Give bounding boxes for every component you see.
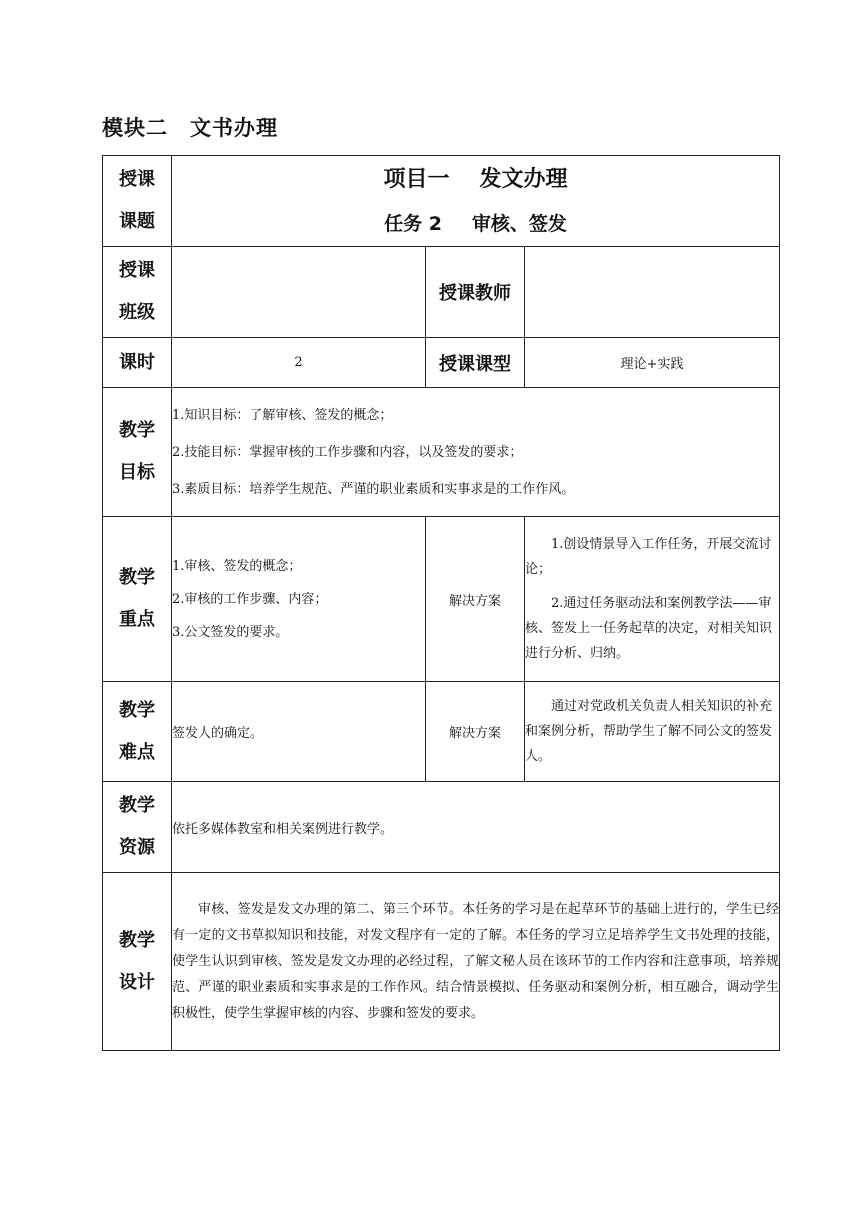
objectives-list	[172, 388, 780, 517]
topic-title	[172, 156, 780, 247]
key-points-solutions	[525, 517, 780, 682]
class-row	[103, 247, 780, 338]
difficulties-text: 签发人的确定。	[172, 682, 426, 782]
key-points-row	[103, 517, 780, 682]
objective-item: 3.素质目标：培养学生规范、严谨的职业素质和实事求是的工作作风。	[172, 481, 575, 497]
topic-row	[103, 156, 780, 247]
project-title: 项目一 发文办理	[383, 167, 568, 192]
course-type-label: 授课课型	[426, 338, 525, 388]
module-number: 模块二	[102, 116, 168, 140]
difficulties-label: 教学 难点	[103, 682, 172, 782]
resources-label: 教学 资源	[103, 782, 172, 873]
resources-row	[103, 782, 780, 873]
design-row	[103, 873, 780, 1051]
key-points-list	[172, 517, 426, 682]
key-points-solution-label: 解决方案	[426, 517, 525, 682]
difficulties-row	[103, 682, 780, 782]
topic-label: 授课 课题	[103, 156, 172, 247]
task-title: 任务 2 审核、签发	[384, 213, 567, 235]
module-name: 文书办理	[190, 116, 278, 140]
objective-item: 1.知识目标：了解审核、签发的概念；	[172, 407, 393, 423]
solution-item: 2.通过任务驱动法和案例教学法——审核、签发上一任务起草的决定，对相关知识进行分析、归纳。	[525, 596, 773, 661]
hours-row	[103, 338, 780, 388]
resources-text: 依托多媒体教室和相关案例进行教学。	[172, 782, 780, 873]
class-value	[172, 247, 426, 338]
lesson-plan-table	[102, 155, 780, 1051]
objectives-label: 教学 目标	[103, 388, 172, 517]
class-label: 授课 班级	[103, 247, 172, 338]
hours-label: 课时	[103, 338, 172, 388]
teacher-value	[525, 247, 780, 338]
objectives-row	[103, 388, 780, 517]
design-label: 教学 设计	[103, 873, 172, 1051]
solution-item: 1.创设情景导入工作任务，开展交流讨论；	[525, 537, 772, 577]
hours-value: 2	[172, 338, 426, 388]
difficulties-solution-label: 解决方案	[426, 682, 525, 782]
difficulties-solution: 通过对党政机关负责人相关知识的补充和案例分析，帮助学生了解不同公文的签发人。	[525, 682, 780, 782]
key-point-item: 1.审核、签发的概念；	[172, 558, 302, 574]
design-text: 审核、签发是发文办理的第二、第三个环节。本任务的学习是在起草环节的基础上进行的，学生已经有一定的文书草拟知识和技能，对发文程序有一定的了解。本任务的学习立足培养学生文书处理的技能，使学生认识到审核、签发是发文办理的必经过程，了解文秘人员在该环节的工作内容和注意事项，培养规范、严谨的职业素质和实事求是的工作作风。结合情景模拟、任务驱动和案例分析，相互融合，调动学生积极性，使学生掌握审核的内容、步骤和签发的要求。	[172, 873, 780, 1051]
key-point-item: 2.审核的工作步骤、内容；	[172, 591, 328, 607]
objective-item: 2.技能目标：掌握审核的工作步骤和内容，以及签发的要求；	[172, 444, 523, 460]
key-point-item: 3.公文签发的要求。	[172, 624, 289, 640]
teacher-label: 授课教师	[426, 247, 525, 338]
course-type-value: 理论+实践	[525, 338, 780, 388]
key-points-label: 教学 重点	[103, 517, 172, 682]
module-title	[102, 112, 278, 142]
